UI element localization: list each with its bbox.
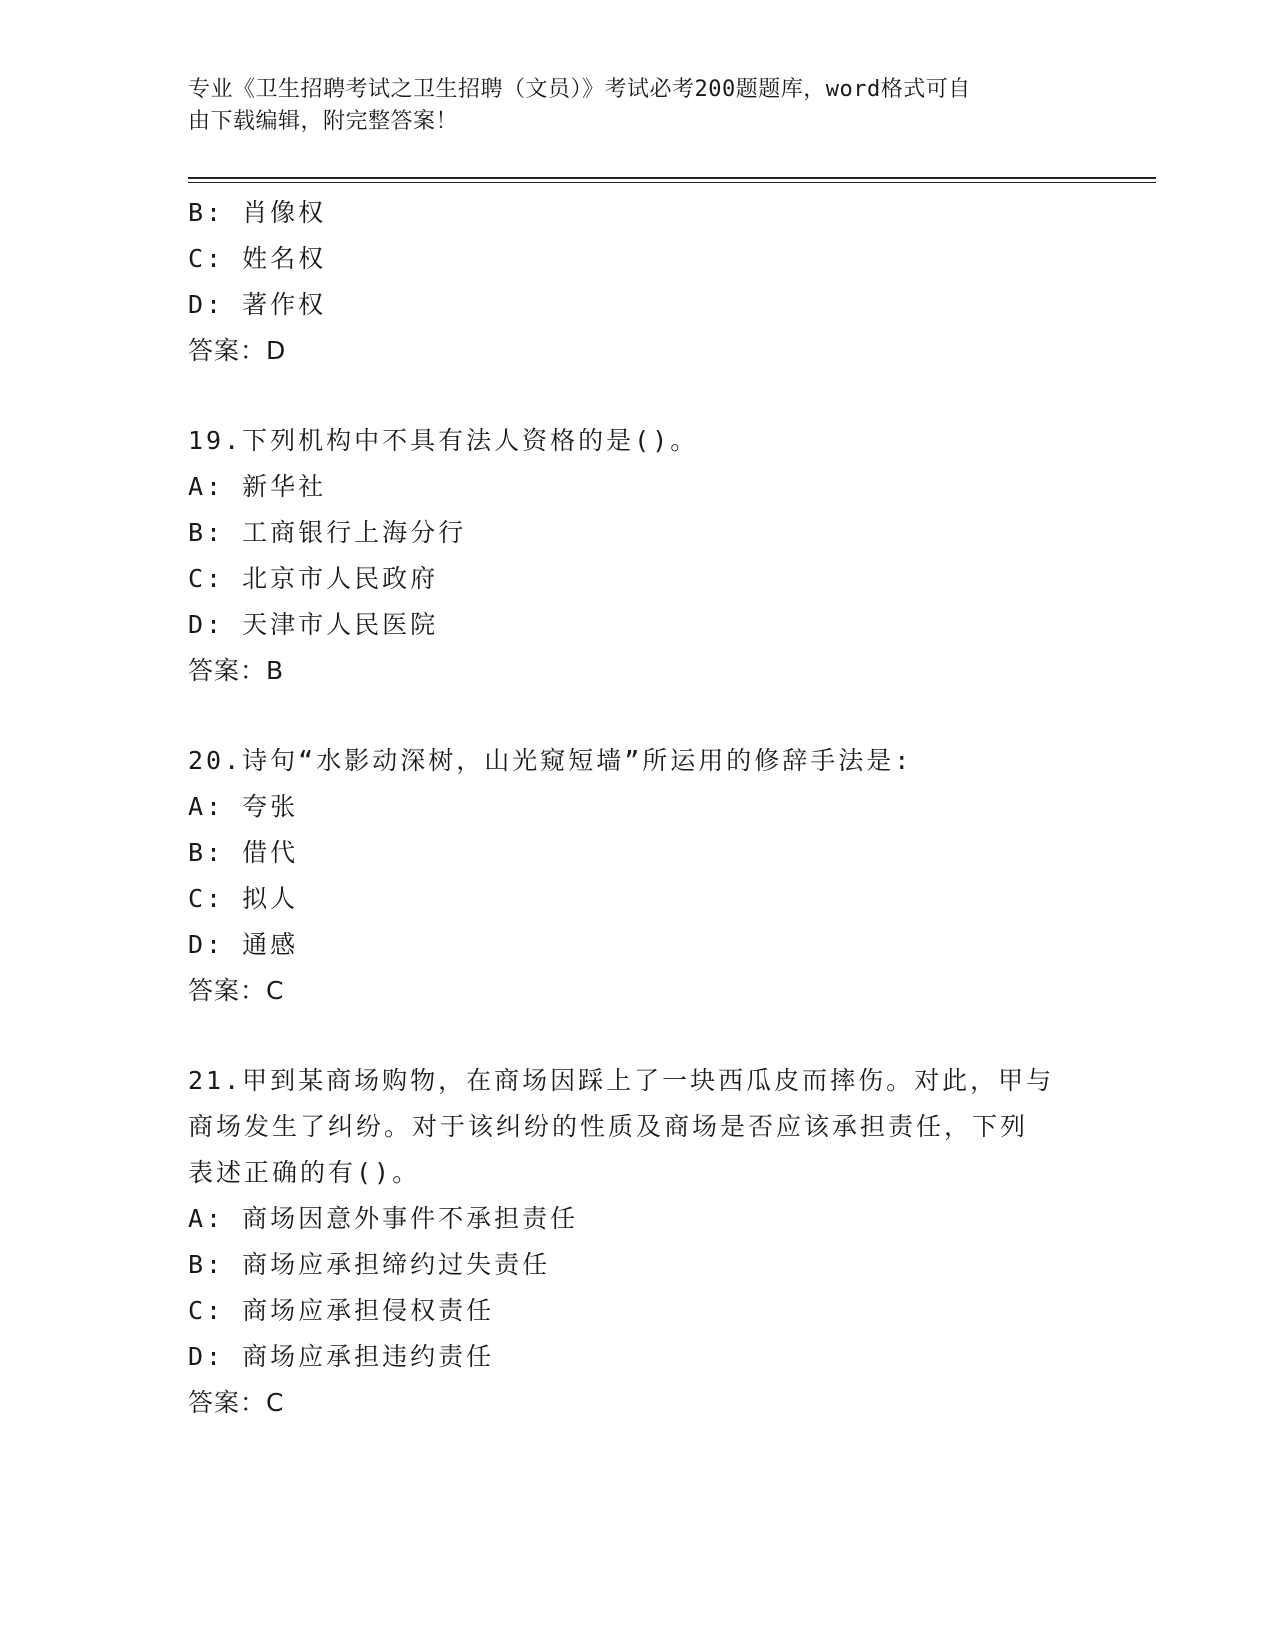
- answer-line: 答案：C: [188, 1388, 285, 1417]
- question-content: [188, 190, 1088, 1426]
- header-divider-thin: [188, 182, 1156, 183]
- option-d: D: 天津市人民医院: [188, 610, 439, 639]
- option-c: C: 北京市人民政府: [188, 564, 439, 593]
- document-header: [188, 74, 1068, 138]
- option-d: D: 著作权: [188, 290, 327, 319]
- option-a: A: 夸张: [188, 792, 299, 821]
- answer-line: 答案：C: [188, 976, 285, 1005]
- option-b: B: 工商银行上海分行: [188, 518, 467, 547]
- option-a: A: 商场因意外事件不承担责任: [188, 1204, 579, 1233]
- question-block-18: [188, 190, 1088, 374]
- header-divider: [188, 177, 1156, 179]
- option-d: D: 商场应承担违约责任: [188, 1342, 495, 1371]
- question-block-21: [188, 1058, 1088, 1426]
- header-line-2: 由下载编辑，附完整答案！: [188, 109, 459, 134]
- question-stem: 19.下列机构中不具有法人资格的是()。: [188, 426, 699, 455]
- question-stem-line-1: 21.甲到某商场购物，在商场因踩上了一块西瓜皮而摔伤。对此，甲与: [188, 1066, 1055, 1095]
- option-b: B: 肖像权: [188, 198, 327, 227]
- question-stem-line-3: 表述正确的有()。: [188, 1158, 421, 1187]
- spacer: [188, 1014, 1088, 1058]
- question-block-19: [188, 418, 1088, 694]
- answer-line: 答案：D: [188, 336, 287, 365]
- spacer: [188, 374, 1088, 418]
- option-b: B: 借代: [188, 838, 299, 867]
- answer-line: 答案：B: [188, 656, 285, 685]
- option-d: D: 通感: [188, 930, 299, 959]
- question-block-20: [188, 738, 1088, 1014]
- spacer: [188, 694, 1088, 738]
- option-b: B: 商场应承担缔约过失责任: [188, 1250, 551, 1279]
- question-stem: 20.诗句“水影动深树，山光窥短墙”所运用的修辞手法是:: [188, 746, 913, 775]
- option-c: C: 商场应承担侵权责任: [188, 1296, 495, 1325]
- header-line-1: 专业《卫生招聘考试之卫生招聘（文员）》考试必考200题题库，word格式可自: [188, 77, 971, 102]
- option-c: C: 姓名权: [188, 244, 327, 273]
- option-a: A: 新华社: [188, 472, 327, 501]
- question-stem-line-2: 商场发生了纠纷。对于该纠纷的性质及商场是否应该承担责任，下列: [188, 1112, 1029, 1141]
- option-c: C: 拟人: [188, 884, 299, 913]
